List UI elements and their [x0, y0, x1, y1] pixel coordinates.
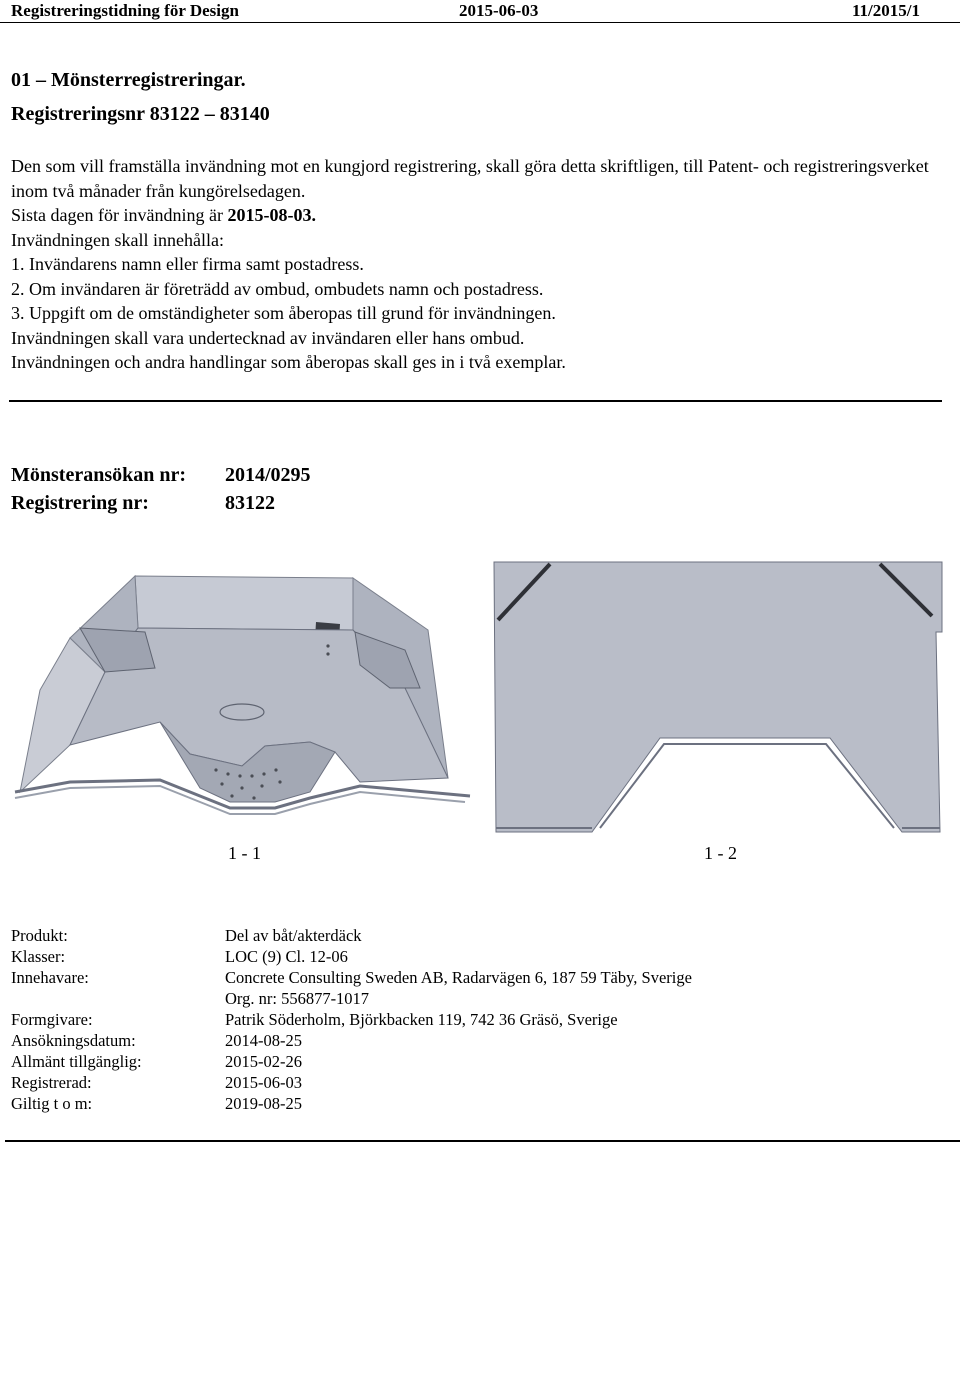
detail-row-registered [11, 1072, 692, 1093]
deadline-date: 2015-08-03. [227, 205, 316, 225]
publication-date: 2015-06-03 [459, 1, 539, 20]
registered-label: Registrerad: [11, 1073, 92, 1092]
public-value: 2015-02-26 [225, 1052, 302, 1071]
page-header [0, 0, 960, 22]
holder-org-number: Org. nr: 556877-1017 [225, 989, 370, 1008]
classes-label: Klasser: [11, 947, 66, 966]
figure-caption-1: 1 - 1 [228, 843, 261, 863]
registration-row [11, 489, 311, 517]
design-image-perspective [10, 570, 475, 825]
header-divider [0, 22, 960, 23]
designer-label: Formgivare: [11, 1010, 93, 1029]
public-label: Allmänt tillgänglig: [11, 1052, 142, 1071]
registration-details [11, 925, 692, 1114]
applied-label: Ansökningsdatum: [11, 1031, 136, 1050]
entry-end-divider [5, 1140, 960, 1142]
back-wall [135, 576, 353, 630]
section-title: 01 – Mönsterregistreringar. [11, 69, 246, 91]
copies-requirement: Invändningen och andra handlingar som åberopas skall ges in i två exemplar. [11, 352, 566, 372]
signature-requirement: Invändningen skall vara undertecknad av invändaren eller hans ombud. [11, 327, 525, 348]
deadline-line [11, 203, 951, 228]
requirement-item-3: 3. Uppgift om de omständigheter som åberopas till grund för invändningen. [11, 303, 556, 323]
product-value: Del av båt/akterdäck [225, 926, 362, 945]
registration-range: Registreringsnr 83122 – 83140 [11, 103, 270, 125]
application-row [11, 461, 311, 489]
section-divider [9, 400, 942, 402]
deadline-prefix: Sista dagen för invändning är [11, 205, 228, 225]
detail-row-holder [11, 967, 692, 988]
applied-value: 2014-08-25 [225, 1031, 302, 1050]
publication-title: Registreringstidning för Design [11, 1, 239, 20]
valid-value: 2019-08-25 [225, 1094, 302, 1113]
must-contain-heading: Invändningen skall innehålla: [11, 229, 224, 250]
design-image-top-view [492, 560, 948, 838]
registration-label: Registrering nr: [11, 492, 149, 514]
application-label: Mönsteransökan nr: [11, 464, 187, 486]
objection-notice [11, 154, 951, 375]
requirement-item-2: 2. Om invändaren är företrädd av ombud, ombudets namn och postadress. [11, 278, 544, 299]
detail-row-designer [11, 1009, 692, 1030]
detail-row-public [11, 1051, 692, 1072]
notice-paragraph: Den som vill framställa invändning mot en kungjord registrering, skall göra detta skriftligen, till Patent- och registreringsverket inom två månader från kungörelsedagen. [11, 156, 929, 201]
valid-label: Giltig t o m: [11, 1094, 93, 1113]
holder-label: Innehavare: [11, 968, 89, 987]
registration-block [11, 461, 311, 517]
figure-caption-2: 1 - 2 [704, 843, 737, 863]
designer-value: Patrik Söderholm, Björkbacken 119, 742 36 Gräsö, Sverige [225, 1010, 618, 1029]
product-label: Produkt: [11, 926, 68, 945]
issue-number: 11/2015/1 [852, 1, 921, 20]
registration-number: 83122 [225, 492, 275, 514]
registered-value: 2015-06-03 [225, 1073, 302, 1092]
detail-row-valid [11, 1093, 692, 1114]
detail-row-applied [11, 1030, 692, 1051]
detail-row-product [11, 925, 692, 946]
detail-row-classes [11, 946, 692, 967]
top-view-outline [494, 562, 942, 832]
classes-value: LOC (9) Cl. 12-06 [225, 947, 348, 966]
holder-org-spacer [11, 988, 225, 1009]
holder-value: Concrete Consulting Sweden AB, Radarvägen 6, 187 59 Täby, Sverige [225, 968, 692, 987]
application-number: 2014/0295 [225, 464, 311, 486]
detail-row-holder-org [11, 988, 692, 1009]
requirement-item-1: 1. Invändarens namn eller firma samt postadress. [11, 254, 364, 274]
